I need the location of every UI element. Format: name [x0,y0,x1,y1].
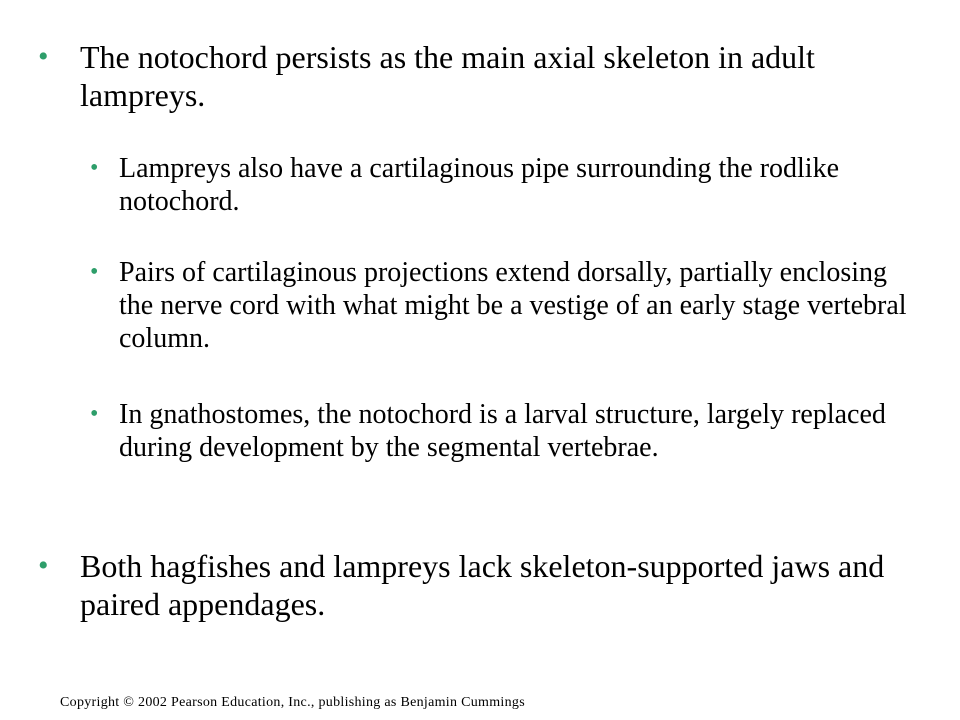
bullet-sub-3 [90,398,909,464]
bullet-marker: • [90,259,99,285]
bullet-marker: • [90,155,99,181]
bullet-main-1 [38,38,900,114]
bullet-text: Both hagfishes and lampreys lack skeleton-supported jaws and paired appendages. [80,548,885,622]
bullet-text: Pairs of cartilaginous projections extend dorsally, partially enclosing the nerve cord with what might be a vestige of an early stage vertebral column. [119,257,907,354]
bullet-main-2 [38,547,900,623]
bullet-sub-2 [90,256,909,355]
bullet-sub-1 [90,152,909,218]
bullet-marker: • [90,401,99,427]
copyright-notice: Copyright © 2002 Pearson Education, Inc., publishing as Benjamin Cummings [60,695,525,710]
bullet-marker: • [38,549,49,582]
bullet-text: The notochord persists as the main axial skeleton in adult lampreys. [80,39,815,113]
bullet-marker: • [38,40,49,73]
bullet-text: In gnathostomes, the notochord is a larval structure, largely replaced during development by the segmental vertebrae. [119,399,886,463]
bullet-text: Lampreys also have a cartilaginous pipe surrounding the rodlike notochord. [119,153,840,217]
